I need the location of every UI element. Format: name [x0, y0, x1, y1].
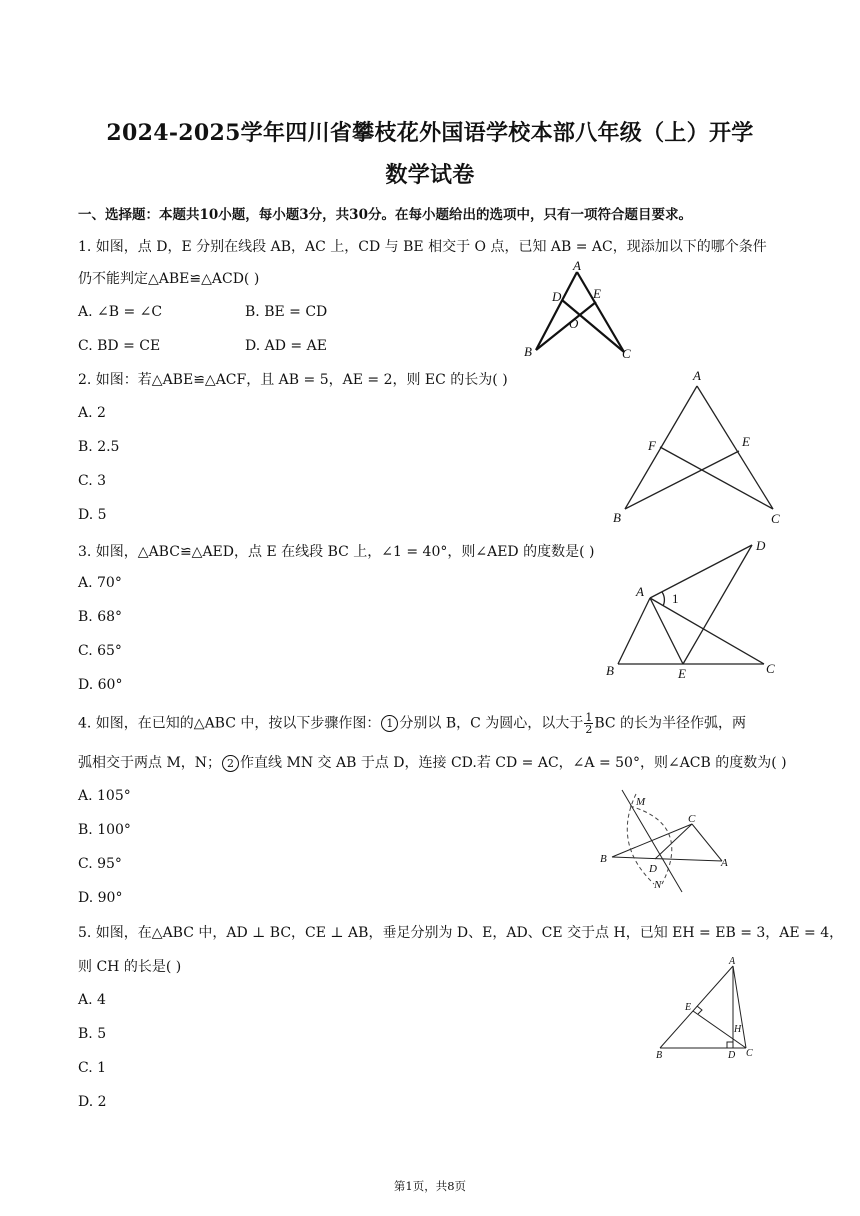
q3-label-d: D — [756, 538, 766, 553]
q4-stem-line2 — [78, 752, 787, 774]
q4-figure — [592, 784, 752, 899]
q1-stem-line1: 1. 如图，点 D，E 分别在线段 AB，AC 上，CD 与 BE 相交于 O 点，已知 AB = AC，现添加以下的哪个条件 — [78, 239, 767, 255]
q4-option-a: A. 105° — [78, 788, 131, 804]
q5-figure — [648, 954, 768, 1062]
q1-label-a: A — [573, 258, 581, 273]
q5-option-a: A. 4 — [78, 992, 106, 1008]
section-heading: 一、选择题：本题共10小题，每小题3分，共30分。在每小题给出的选项中，只有一项符合题目要求。 — [78, 207, 692, 223]
q5-label-h: H — [734, 1024, 742, 1035]
q5-label-a: A — [729, 956, 736, 967]
q2-label-c: C — [771, 511, 780, 526]
q1-label-o: O — [569, 316, 579, 331]
q5-stem-line1: 5. 如图，在△ABC 中，AD ⊥ BC，CE ⊥ AB，垂足分别为 D、E，AD、CE 交于点 H，已知 EH = EB = 3，AE = 4， — [78, 925, 844, 941]
q3-label-e: E — [678, 666, 686, 681]
q4-label-c: C — [688, 813, 696, 825]
q4-option-b: B. 100° — [78, 822, 131, 838]
q4-step1-marker: 1 — [381, 715, 398, 732]
page-footer: 第1页，共8页 — [393, 1179, 467, 1193]
q4-text-1b: 分别以 B，C 为圆心，以大于 — [399, 715, 584, 732]
q2-label-b: B — [613, 510, 621, 525]
q4-label-a: A — [721, 857, 728, 869]
q5-label-e: E — [685, 1002, 692, 1013]
q4-text-1c: BC 的长为半径作弧，两 — [594, 715, 747, 732]
q3-option-d: D. 60° — [78, 677, 123, 693]
q1-stem-line2: 仍不能判定△ABE≌△ACD( ) — [78, 271, 260, 287]
q1-label-c: C — [622, 346, 631, 361]
q4-text-2a: 弧相交于两点 M，N； — [78, 755, 222, 771]
q2-option-c: C. 3 — [78, 473, 107, 489]
q4-option-d: D. 90° — [78, 890, 123, 906]
page-subtitle: 数学试卷 — [385, 162, 475, 188]
q3-label-c: C — [766, 661, 775, 676]
q1-option-b: B. BE = CD — [245, 304, 328, 320]
q4-frac-num: 1 — [585, 711, 593, 724]
q4-label-d: D — [649, 863, 657, 875]
q2-figure — [605, 366, 790, 528]
q2-option-d: D. 5 — [78, 507, 107, 523]
page-title: 2024-2025学年四川省攀枝花外国语学校本部八年级（上）开学 — [106, 120, 754, 146]
q2-option-a: A. 2 — [78, 405, 106, 421]
q5-option-d: D. 2 — [78, 1094, 107, 1110]
q4-step2-marker: 2 — [222, 755, 239, 772]
q5-label-b: B — [656, 1050, 663, 1061]
q2-stem: 2. 如图：若△ABE≌△ACF，且 AB = 5，AE = 2，则 EC 的长为( ) — [78, 372, 508, 388]
q1-label-d: D — [552, 289, 562, 304]
q2-label-e: E — [742, 434, 750, 449]
q5-option-c: C. 1 — [78, 1060, 107, 1076]
q5-label-c: C — [746, 1048, 753, 1059]
q4-label-m: M — [636, 796, 646, 808]
q3-label-a: A — [636, 584, 644, 599]
q3-label-b: B — [606, 663, 614, 678]
q3-label-angle1: 1 — [672, 591, 679, 606]
q4-label-b: B — [600, 853, 607, 865]
q1-figure — [510, 258, 640, 363]
q3-option-c: C. 65° — [78, 643, 122, 659]
q4-option-c: C. 95° — [78, 856, 122, 872]
q3-figure — [600, 536, 790, 684]
q1-option-d: D. AD = AE — [245, 338, 327, 354]
q2-label-a: A — [693, 368, 701, 383]
q3-option-b: B. 68° — [78, 609, 123, 625]
q5-stem-line2: 则 CH 的长是( ) — [78, 959, 182, 975]
q1-label-b: B — [524, 344, 532, 359]
q5-option-b: B. 5 — [78, 1026, 107, 1042]
q4-stem-line1 — [78, 712, 746, 735]
q3-stem: 3. 如图，△ABC≌△AED，点 E 在线段 BC 上，∠1 = 40°，则∠AED 的度数是( ) — [78, 544, 595, 560]
q4-text-2b: 作直线 MN 交 AB 于点 D，连接 CD.若 CD = AC，∠A = 50°，则∠ACB 的度数为( ) — [240, 755, 787, 771]
q3-option-a: A. 70° — [78, 575, 122, 591]
q4-frac-den: 2 — [585, 723, 593, 736]
q5-label-d: D — [728, 1050, 736, 1061]
q1-option-a: A. ∠B = ∠C — [78, 304, 163, 320]
q1-label-e: E — [593, 286, 601, 301]
q4-text-1a: 4. 如图，在已知的△ABC 中，按以下步骤作图： — [78, 715, 381, 732]
q4-fraction — [584, 712, 593, 735]
q1-option-c: C. BD = CE — [78, 338, 161, 354]
q4-label-n: N — [654, 879, 662, 891]
q2-option-b: B. 2.5 — [78, 439, 120, 455]
q2-label-f: F — [648, 438, 656, 453]
